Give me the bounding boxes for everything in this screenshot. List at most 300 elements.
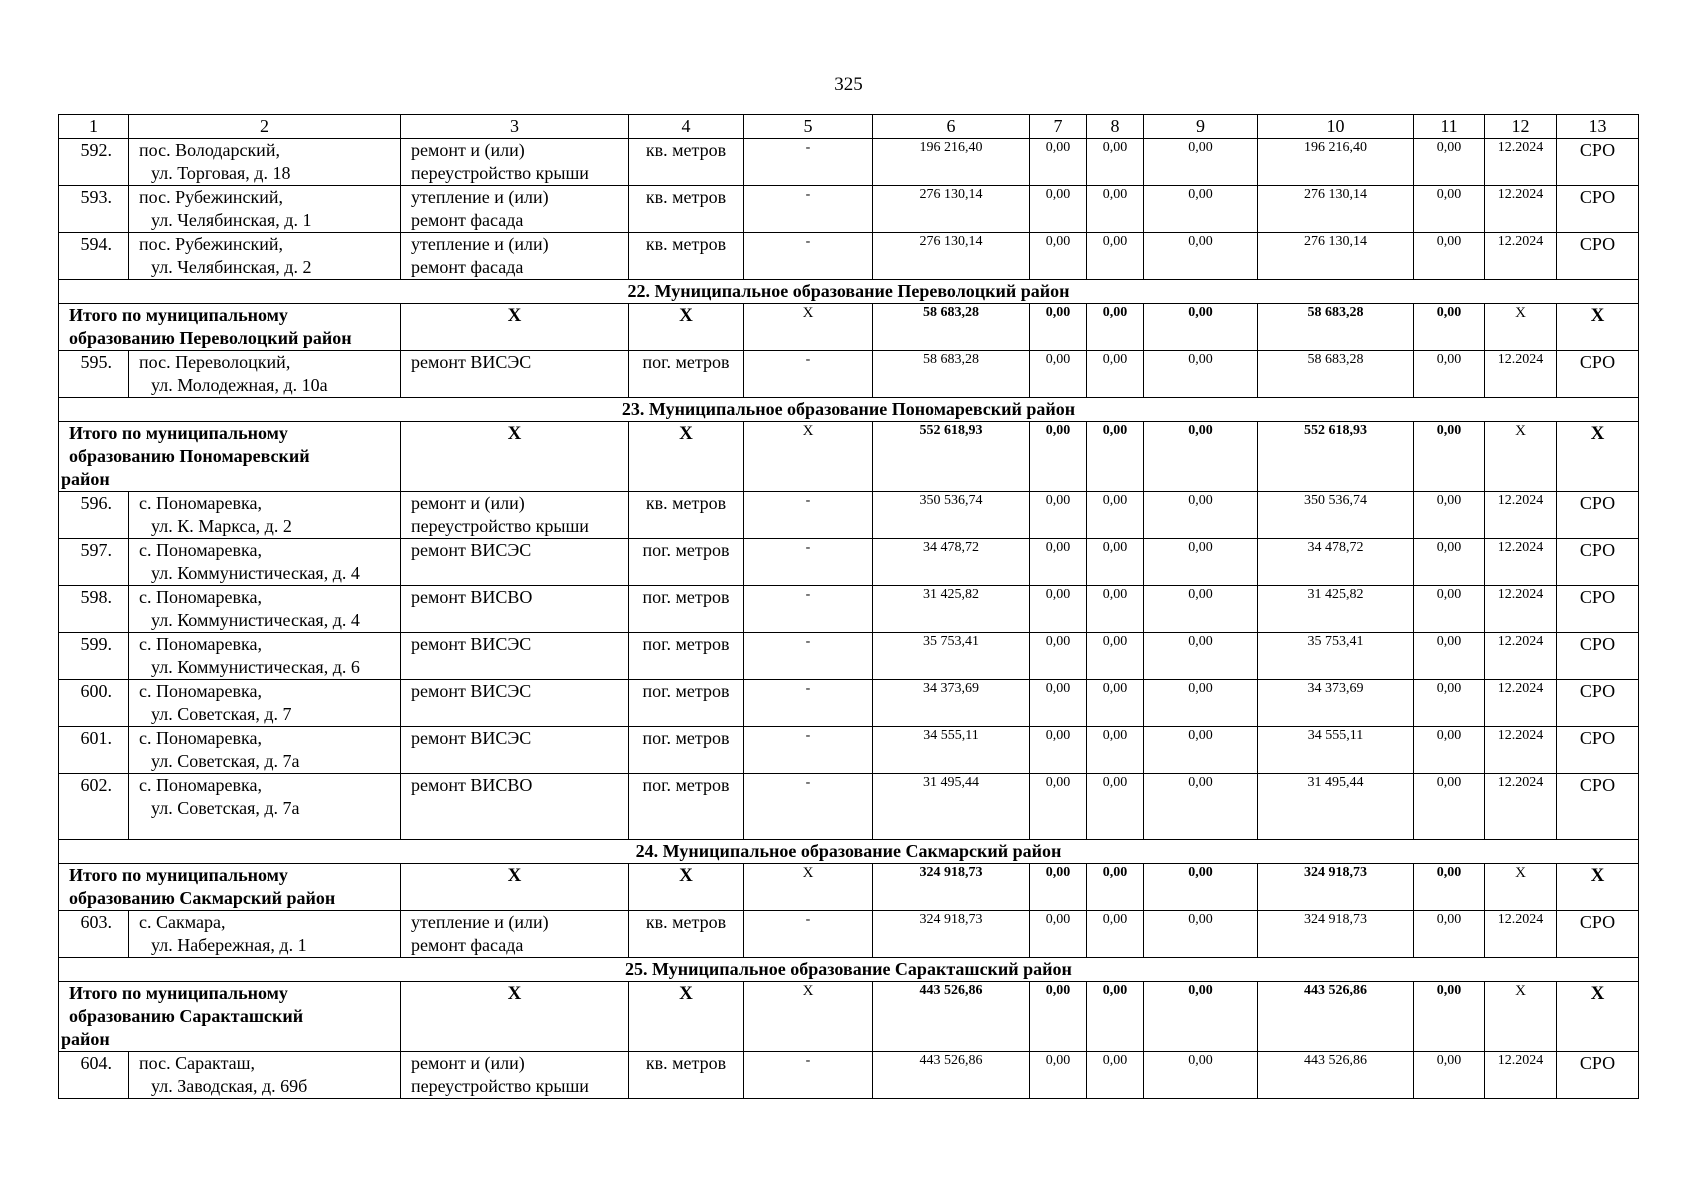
- work-type-line: ремонт ВИСЭС: [411, 540, 532, 560]
- total-value-c7: 0,00: [1030, 982, 1087, 1052]
- total-value-c6: 552 618,93: [873, 422, 1030, 492]
- row-number: 595.: [59, 351, 129, 398]
- value-cell-c12: 12.2024: [1485, 492, 1557, 539]
- total-x-mark: X: [1557, 422, 1639, 492]
- address-line: ул. Набережная, д. 1: [151, 935, 307, 955]
- work-type-line: утепление и (или): [411, 912, 549, 932]
- value-cell-c9: 0,00: [1144, 774, 1258, 840]
- row-number: 602.: [59, 774, 129, 840]
- unit-cell: пог. метров: [629, 586, 744, 633]
- total-value-c10: 324 918,73: [1258, 864, 1414, 911]
- work-type-cell: [401, 233, 629, 280]
- quantity-cell: -: [744, 233, 873, 280]
- unit-cell: пог. метров: [629, 774, 744, 840]
- column-header: 8: [1087, 115, 1144, 139]
- address-cell: [129, 186, 401, 233]
- value-cell-c9: 0,00: [1144, 351, 1258, 398]
- table-row: [59, 586, 1639, 633]
- value-cell-c12: 12.2024: [1485, 233, 1557, 280]
- address-line: с. Пономаревка,: [139, 728, 262, 748]
- address-cell: [129, 539, 401, 586]
- address-line: ул. Коммунистическая, д. 4: [151, 610, 360, 630]
- total-value-c11: 0,00: [1414, 304, 1485, 351]
- value-cell-c11: 0,00: [1414, 586, 1485, 633]
- value-cell-c8: 0,00: [1087, 351, 1144, 398]
- section-title-row: [59, 958, 1639, 982]
- address-line: пос. Рубежинский,: [139, 234, 283, 254]
- executor-cell: СРО: [1557, 186, 1639, 233]
- section-title: 23. Муниципальное образование Пономаревский район: [59, 398, 1639, 422]
- unit-cell: кв. метров: [629, 1052, 744, 1099]
- total-value-c6: 443 526,86: [873, 982, 1030, 1052]
- value-cell-c9: 0,00: [1144, 233, 1258, 280]
- value-cell-c11: 0,00: [1414, 233, 1485, 280]
- value-cell-c8: 0,00: [1087, 233, 1144, 280]
- address-line: с. Сакмара,: [139, 912, 226, 932]
- row-number: 592.: [59, 139, 129, 186]
- column-header: 6: [873, 115, 1030, 139]
- total-row: [59, 864, 1639, 911]
- total-label: [59, 982, 401, 1052]
- total-label-line: образованию Переволоцкий район: [69, 328, 352, 348]
- executor-cell: СРО: [1557, 492, 1639, 539]
- unit-cell: кв. метров: [629, 139, 744, 186]
- address-cell: [129, 139, 401, 186]
- quantity-cell: -: [744, 911, 873, 958]
- page-number: 325: [834, 74, 863, 95]
- table-row: [59, 139, 1639, 186]
- total-x-mark: X: [629, 864, 744, 911]
- address-line: ул. Челябинская, д. 1: [151, 210, 312, 230]
- value-cell-c8: 0,00: [1087, 774, 1144, 840]
- table-row: [59, 680, 1639, 727]
- total-value-c7: 0,00: [1030, 864, 1087, 911]
- total-row: [59, 982, 1639, 1052]
- section-title-row: [59, 398, 1639, 422]
- value-cell-c6: 31 425,82: [873, 586, 1030, 633]
- value-cell-c8: 0,00: [1087, 139, 1144, 186]
- work-type-line: ремонт ВИСВО: [411, 587, 533, 607]
- row-number: 600.: [59, 680, 129, 727]
- total-x-mark: X: [1557, 304, 1639, 351]
- value-cell-c10: 350 536,74: [1258, 492, 1414, 539]
- address-line: пос. Володарский,: [139, 140, 280, 160]
- total-value-c7: 0,00: [1030, 304, 1087, 351]
- value-cell-c7: 0,00: [1030, 351, 1087, 398]
- table-row: [59, 351, 1639, 398]
- total-x-mark: X: [629, 982, 744, 1052]
- value-cell-c12: 12.2024: [1485, 680, 1557, 727]
- total-label: [59, 422, 401, 492]
- section-title: 25. Муниципальное образование Саракташский район: [59, 958, 1639, 982]
- repair-program-table: [58, 114, 1639, 1099]
- total-value-c11: 0,00: [1414, 864, 1485, 911]
- table-body: [59, 115, 1639, 1099]
- table-row: [59, 539, 1639, 586]
- value-cell-c7: 0,00: [1030, 492, 1087, 539]
- address-line: с. Пономаревка,: [139, 681, 262, 701]
- total-value-c8: 0,00: [1087, 864, 1144, 911]
- value-cell-c12: 12.2024: [1485, 586, 1557, 633]
- column-header: 9: [1144, 115, 1258, 139]
- value-cell-c9: 0,00: [1144, 186, 1258, 233]
- work-type-line: ремонт фасада: [411, 210, 524, 230]
- table-row: [59, 774, 1639, 840]
- total-x-mark: X: [401, 864, 629, 911]
- address-line: ул. Молодежная, д. 10а: [151, 375, 328, 395]
- address-line: ул. Советская, д. 7: [151, 704, 292, 724]
- quantity-cell: -: [744, 727, 873, 774]
- column-header: 3: [401, 115, 629, 139]
- value-cell-c6: 34 373,69: [873, 680, 1030, 727]
- value-cell-c11: 0,00: [1414, 911, 1485, 958]
- table-row: [59, 1052, 1639, 1099]
- value-cell-c6: 35 753,41: [873, 633, 1030, 680]
- address-line: ул. Заводская, д. 69б: [151, 1076, 308, 1096]
- work-type-line: переустройство крыши: [411, 163, 589, 183]
- value-cell-c8: 0,00: [1087, 680, 1144, 727]
- total-label: [59, 864, 401, 911]
- value-cell-c9: 0,00: [1144, 911, 1258, 958]
- value-cell-c11: 0,00: [1414, 633, 1485, 680]
- total-value-c10: 443 526,86: [1258, 982, 1414, 1052]
- address-line: ул. Торговая, д. 18: [151, 163, 291, 183]
- address-cell: [129, 351, 401, 398]
- total-x-mark: X: [1485, 304, 1557, 351]
- section-title-row: [59, 280, 1639, 304]
- address-cell: [129, 1052, 401, 1099]
- total-x-mark: X: [401, 982, 629, 1052]
- work-type-line: ремонт фасада: [411, 935, 524, 955]
- value-cell-c12: 12.2024: [1485, 911, 1557, 958]
- value-cell-c8: 0,00: [1087, 633, 1144, 680]
- value-cell-c9: 0,00: [1144, 139, 1258, 186]
- value-cell-c11: 0,00: [1414, 139, 1485, 186]
- value-cell-c6: 324 918,73: [873, 911, 1030, 958]
- total-value-c9: 0,00: [1144, 304, 1258, 351]
- total-value-c8: 0,00: [1087, 422, 1144, 492]
- work-type-cell: [401, 1052, 629, 1099]
- value-cell-c7: 0,00: [1030, 680, 1087, 727]
- row-number: 604.: [59, 1052, 129, 1099]
- value-cell-c12: 12.2024: [1485, 351, 1557, 398]
- executor-cell: СРО: [1557, 1052, 1639, 1099]
- address-line: ул. Советская, д. 7а: [151, 751, 300, 771]
- value-cell-c10: 324 918,73: [1258, 911, 1414, 958]
- executor-cell: СРО: [1557, 911, 1639, 958]
- total-value-c9: 0,00: [1144, 864, 1258, 911]
- value-cell-c7: 0,00: [1030, 233, 1087, 280]
- work-type-line: ремонт и (или): [411, 493, 525, 513]
- value-cell-c8: 0,00: [1087, 186, 1144, 233]
- value-cell-c7: 0,00: [1030, 539, 1087, 586]
- work-type-line: ремонт и (или): [411, 1053, 525, 1073]
- total-x-mark: X: [744, 864, 873, 911]
- value-cell-c6: 350 536,74: [873, 492, 1030, 539]
- value-cell-c6: 58 683,28: [873, 351, 1030, 398]
- value-cell-c6: 31 495,44: [873, 774, 1030, 840]
- address-line: ул. Челябинская, д. 2: [151, 257, 312, 277]
- value-cell-c11: 0,00: [1414, 186, 1485, 233]
- work-type-cell: [401, 492, 629, 539]
- row-number: 601.: [59, 727, 129, 774]
- value-cell-c9: 0,00: [1144, 539, 1258, 586]
- column-header: 4: [629, 115, 744, 139]
- value-cell-c8: 0,00: [1087, 539, 1144, 586]
- address-line: с. Пономаревка,: [139, 775, 262, 795]
- value-cell-c9: 0,00: [1144, 492, 1258, 539]
- value-cell-c8: 0,00: [1087, 1052, 1144, 1099]
- value-cell-c11: 0,00: [1414, 774, 1485, 840]
- executor-cell: СРО: [1557, 727, 1639, 774]
- total-value-c11: 0,00: [1414, 422, 1485, 492]
- value-cell-c12: 12.2024: [1485, 1052, 1557, 1099]
- quantity-cell: -: [744, 186, 873, 233]
- quantity-cell: -: [744, 351, 873, 398]
- total-value-c8: 0,00: [1087, 982, 1144, 1052]
- total-label-line: Итого по муниципальному: [69, 865, 288, 885]
- value-cell-c8: 0,00: [1087, 911, 1144, 958]
- section-title: 22. Муниципальное образование Переволоцкий район: [59, 280, 1639, 304]
- address-cell: [129, 680, 401, 727]
- value-cell-c8: 0,00: [1087, 586, 1144, 633]
- column-header: 7: [1030, 115, 1087, 139]
- value-cell-c10: 34 555,11: [1258, 727, 1414, 774]
- work-type-line: ремонт ВИСЭС: [411, 634, 532, 654]
- value-cell-c7: 0,00: [1030, 774, 1087, 840]
- value-cell-c10: 58 683,28: [1258, 351, 1414, 398]
- work-type-line: ремонт ВИСВО: [411, 775, 533, 795]
- column-header: 2: [129, 115, 401, 139]
- work-type-line: утепление и (или): [411, 187, 549, 207]
- address-line: с. Пономаревка,: [139, 634, 262, 654]
- value-cell-c6: 34 478,72: [873, 539, 1030, 586]
- column-header: 11: [1414, 115, 1485, 139]
- value-cell-c8: 0,00: [1087, 727, 1144, 774]
- total-value-c8: 0,00: [1087, 304, 1144, 351]
- address-cell: [129, 586, 401, 633]
- executor-cell: СРО: [1557, 774, 1639, 840]
- executor-cell: СРО: [1557, 351, 1639, 398]
- value-cell-c10: 276 130,14: [1258, 186, 1414, 233]
- work-type-cell: [401, 586, 629, 633]
- unit-cell: пог. метров: [629, 680, 744, 727]
- work-type-cell: [401, 680, 629, 727]
- quantity-cell: -: [744, 586, 873, 633]
- value-cell-c10: 276 130,14: [1258, 233, 1414, 280]
- total-value-c7: 0,00: [1030, 422, 1087, 492]
- column-header: 1: [59, 115, 129, 139]
- row-number: 598.: [59, 586, 129, 633]
- value-cell-c7: 0,00: [1030, 586, 1087, 633]
- quantity-cell: -: [744, 492, 873, 539]
- total-x-mark: X: [401, 422, 629, 492]
- value-cell-c11: 0,00: [1414, 727, 1485, 774]
- column-header: 13: [1557, 115, 1639, 139]
- value-cell-c12: 12.2024: [1485, 633, 1557, 680]
- work-type-cell: [401, 911, 629, 958]
- address-line: с. Пономаревка,: [139, 493, 262, 513]
- quantity-cell: -: [744, 774, 873, 840]
- row-number: 593.: [59, 186, 129, 233]
- row-number: 597.: [59, 539, 129, 586]
- total-value-c9: 0,00: [1144, 422, 1258, 492]
- executor-cell: СРО: [1557, 233, 1639, 280]
- address-line: ул. Советская, д. 7а: [151, 798, 300, 818]
- table-row: [59, 633, 1639, 680]
- value-cell-c9: 0,00: [1144, 727, 1258, 774]
- value-cell-c8: 0,00: [1087, 492, 1144, 539]
- work-type-cell: [401, 351, 629, 398]
- address-line: ул. К. Маркса, д. 2: [151, 516, 292, 536]
- total-label-line: Итого по муниципальному: [69, 305, 288, 325]
- work-type-cell: [401, 139, 629, 186]
- total-label-line: Итого по муниципальному: [69, 423, 288, 443]
- value-cell-c9: 0,00: [1144, 586, 1258, 633]
- value-cell-c7: 0,00: [1030, 186, 1087, 233]
- value-cell-c6: 276 130,14: [873, 186, 1030, 233]
- unit-cell: пог. метров: [629, 351, 744, 398]
- executor-cell: СРО: [1557, 586, 1639, 633]
- row-number: 594.: [59, 233, 129, 280]
- value-cell-c12: 12.2024: [1485, 774, 1557, 840]
- unit-cell: кв. метров: [629, 911, 744, 958]
- unit-cell: кв. метров: [629, 233, 744, 280]
- total-label-line: район: [61, 469, 110, 489]
- table-row: [59, 492, 1639, 539]
- value-cell-c7: 0,00: [1030, 727, 1087, 774]
- total-label-line: образованию Сакмарский район: [69, 888, 336, 908]
- unit-cell: пог. метров: [629, 727, 744, 774]
- work-type-cell: [401, 633, 629, 680]
- work-type-line: ремонт фасада: [411, 257, 524, 277]
- address-cell: [129, 911, 401, 958]
- value-cell-c11: 0,00: [1414, 1052, 1485, 1099]
- value-cell-c10: 443 526,86: [1258, 1052, 1414, 1099]
- address-cell: [129, 774, 401, 840]
- work-type-line: ремонт ВИСЭС: [411, 352, 532, 372]
- table-row: [59, 727, 1639, 774]
- value-cell-c7: 0,00: [1030, 911, 1087, 958]
- value-cell-c11: 0,00: [1414, 539, 1485, 586]
- value-cell-c10: 196 216,40: [1258, 139, 1414, 186]
- value-cell-c7: 0,00: [1030, 139, 1087, 186]
- total-row: [59, 422, 1639, 492]
- value-cell-c10: 35 753,41: [1258, 633, 1414, 680]
- address-cell: [129, 727, 401, 774]
- executor-cell: СРО: [1557, 539, 1639, 586]
- total-x-mark: X: [744, 422, 873, 492]
- total-label-line: образованию Пономаревский: [69, 446, 310, 466]
- value-cell-c11: 0,00: [1414, 492, 1485, 539]
- value-cell-c9: 0,00: [1144, 633, 1258, 680]
- total-value-c10: 552 618,93: [1258, 422, 1414, 492]
- value-cell-c11: 0,00: [1414, 351, 1485, 398]
- quantity-cell: -: [744, 539, 873, 586]
- total-value-c9: 0,00: [1144, 982, 1258, 1052]
- value-cell-c6: 34 555,11: [873, 727, 1030, 774]
- section-title-row: [59, 840, 1639, 864]
- work-type-cell: [401, 727, 629, 774]
- total-x-mark: X: [629, 422, 744, 492]
- total-label: [59, 304, 401, 351]
- total-value-c6: 324 918,73: [873, 864, 1030, 911]
- total-x-mark: X: [401, 304, 629, 351]
- work-type-line: утепление и (или): [411, 234, 549, 254]
- total-x-mark: X: [1485, 982, 1557, 1052]
- quantity-cell: -: [744, 680, 873, 727]
- unit-cell: пог. метров: [629, 633, 744, 680]
- total-row: [59, 304, 1639, 351]
- quantity-cell: -: [744, 1052, 873, 1099]
- total-value-c6: 58 683,28: [873, 304, 1030, 351]
- value-cell-c12: 12.2024: [1485, 186, 1557, 233]
- value-cell-c6: 196 216,40: [873, 139, 1030, 186]
- table-row: [59, 186, 1639, 233]
- row-number: 596.: [59, 492, 129, 539]
- value-cell-c11: 0,00: [1414, 680, 1485, 727]
- work-type-cell: [401, 539, 629, 586]
- header-row: [59, 115, 1639, 139]
- value-cell-c10: 34 373,69: [1258, 680, 1414, 727]
- work-type-line: ремонт и (или): [411, 140, 525, 160]
- address-line: ул. Коммунистическая, д. 4: [151, 563, 360, 583]
- total-x-mark: X: [744, 304, 873, 351]
- value-cell-c10: 34 478,72: [1258, 539, 1414, 586]
- value-cell-c12: 12.2024: [1485, 727, 1557, 774]
- value-cell-c7: 0,00: [1030, 1052, 1087, 1099]
- address-line: с. Пономаревка,: [139, 587, 262, 607]
- total-x-mark: X: [1485, 864, 1557, 911]
- total-x-mark: X: [1557, 864, 1639, 911]
- executor-cell: СРО: [1557, 139, 1639, 186]
- value-cell-c6: 276 130,14: [873, 233, 1030, 280]
- work-type-line: ремонт ВИСЭС: [411, 681, 532, 701]
- total-x-mark: X: [1485, 422, 1557, 492]
- address-cell: [129, 233, 401, 280]
- value-cell-c9: 0,00: [1144, 680, 1258, 727]
- quantity-cell: -: [744, 633, 873, 680]
- work-type-cell: [401, 774, 629, 840]
- table-row: [59, 911, 1639, 958]
- unit-cell: кв. метров: [629, 186, 744, 233]
- address-cell: [129, 492, 401, 539]
- total-x-mark: X: [629, 304, 744, 351]
- address-line: ул. Коммунистическая, д. 6: [151, 657, 360, 677]
- unit-cell: пог. метров: [629, 539, 744, 586]
- column-header: 12: [1485, 115, 1557, 139]
- quantity-cell: -: [744, 139, 873, 186]
- total-x-mark: X: [1557, 982, 1639, 1052]
- total-label-line: образованию Саракташский: [69, 1006, 304, 1026]
- work-type-cell: [401, 186, 629, 233]
- total-value-c11: 0,00: [1414, 982, 1485, 1052]
- work-type-line: переустройство крыши: [411, 516, 589, 536]
- section-title: 24. Муниципальное образование Сакмарский район: [59, 840, 1639, 864]
- total-label-line: район: [61, 1029, 110, 1049]
- row-number: 599.: [59, 633, 129, 680]
- work-type-line: ремонт ВИСЭС: [411, 728, 532, 748]
- executor-cell: СРО: [1557, 680, 1639, 727]
- work-type-line: переустройство крыши: [411, 1076, 589, 1096]
- value-cell-c12: 12.2024: [1485, 539, 1557, 586]
- table-row: [59, 233, 1639, 280]
- column-header: 5: [744, 115, 873, 139]
- total-value-c10: 58 683,28: [1258, 304, 1414, 351]
- total-x-mark: X: [744, 982, 873, 1052]
- address-cell: [129, 633, 401, 680]
- value-cell-c10: 31 495,44: [1258, 774, 1414, 840]
